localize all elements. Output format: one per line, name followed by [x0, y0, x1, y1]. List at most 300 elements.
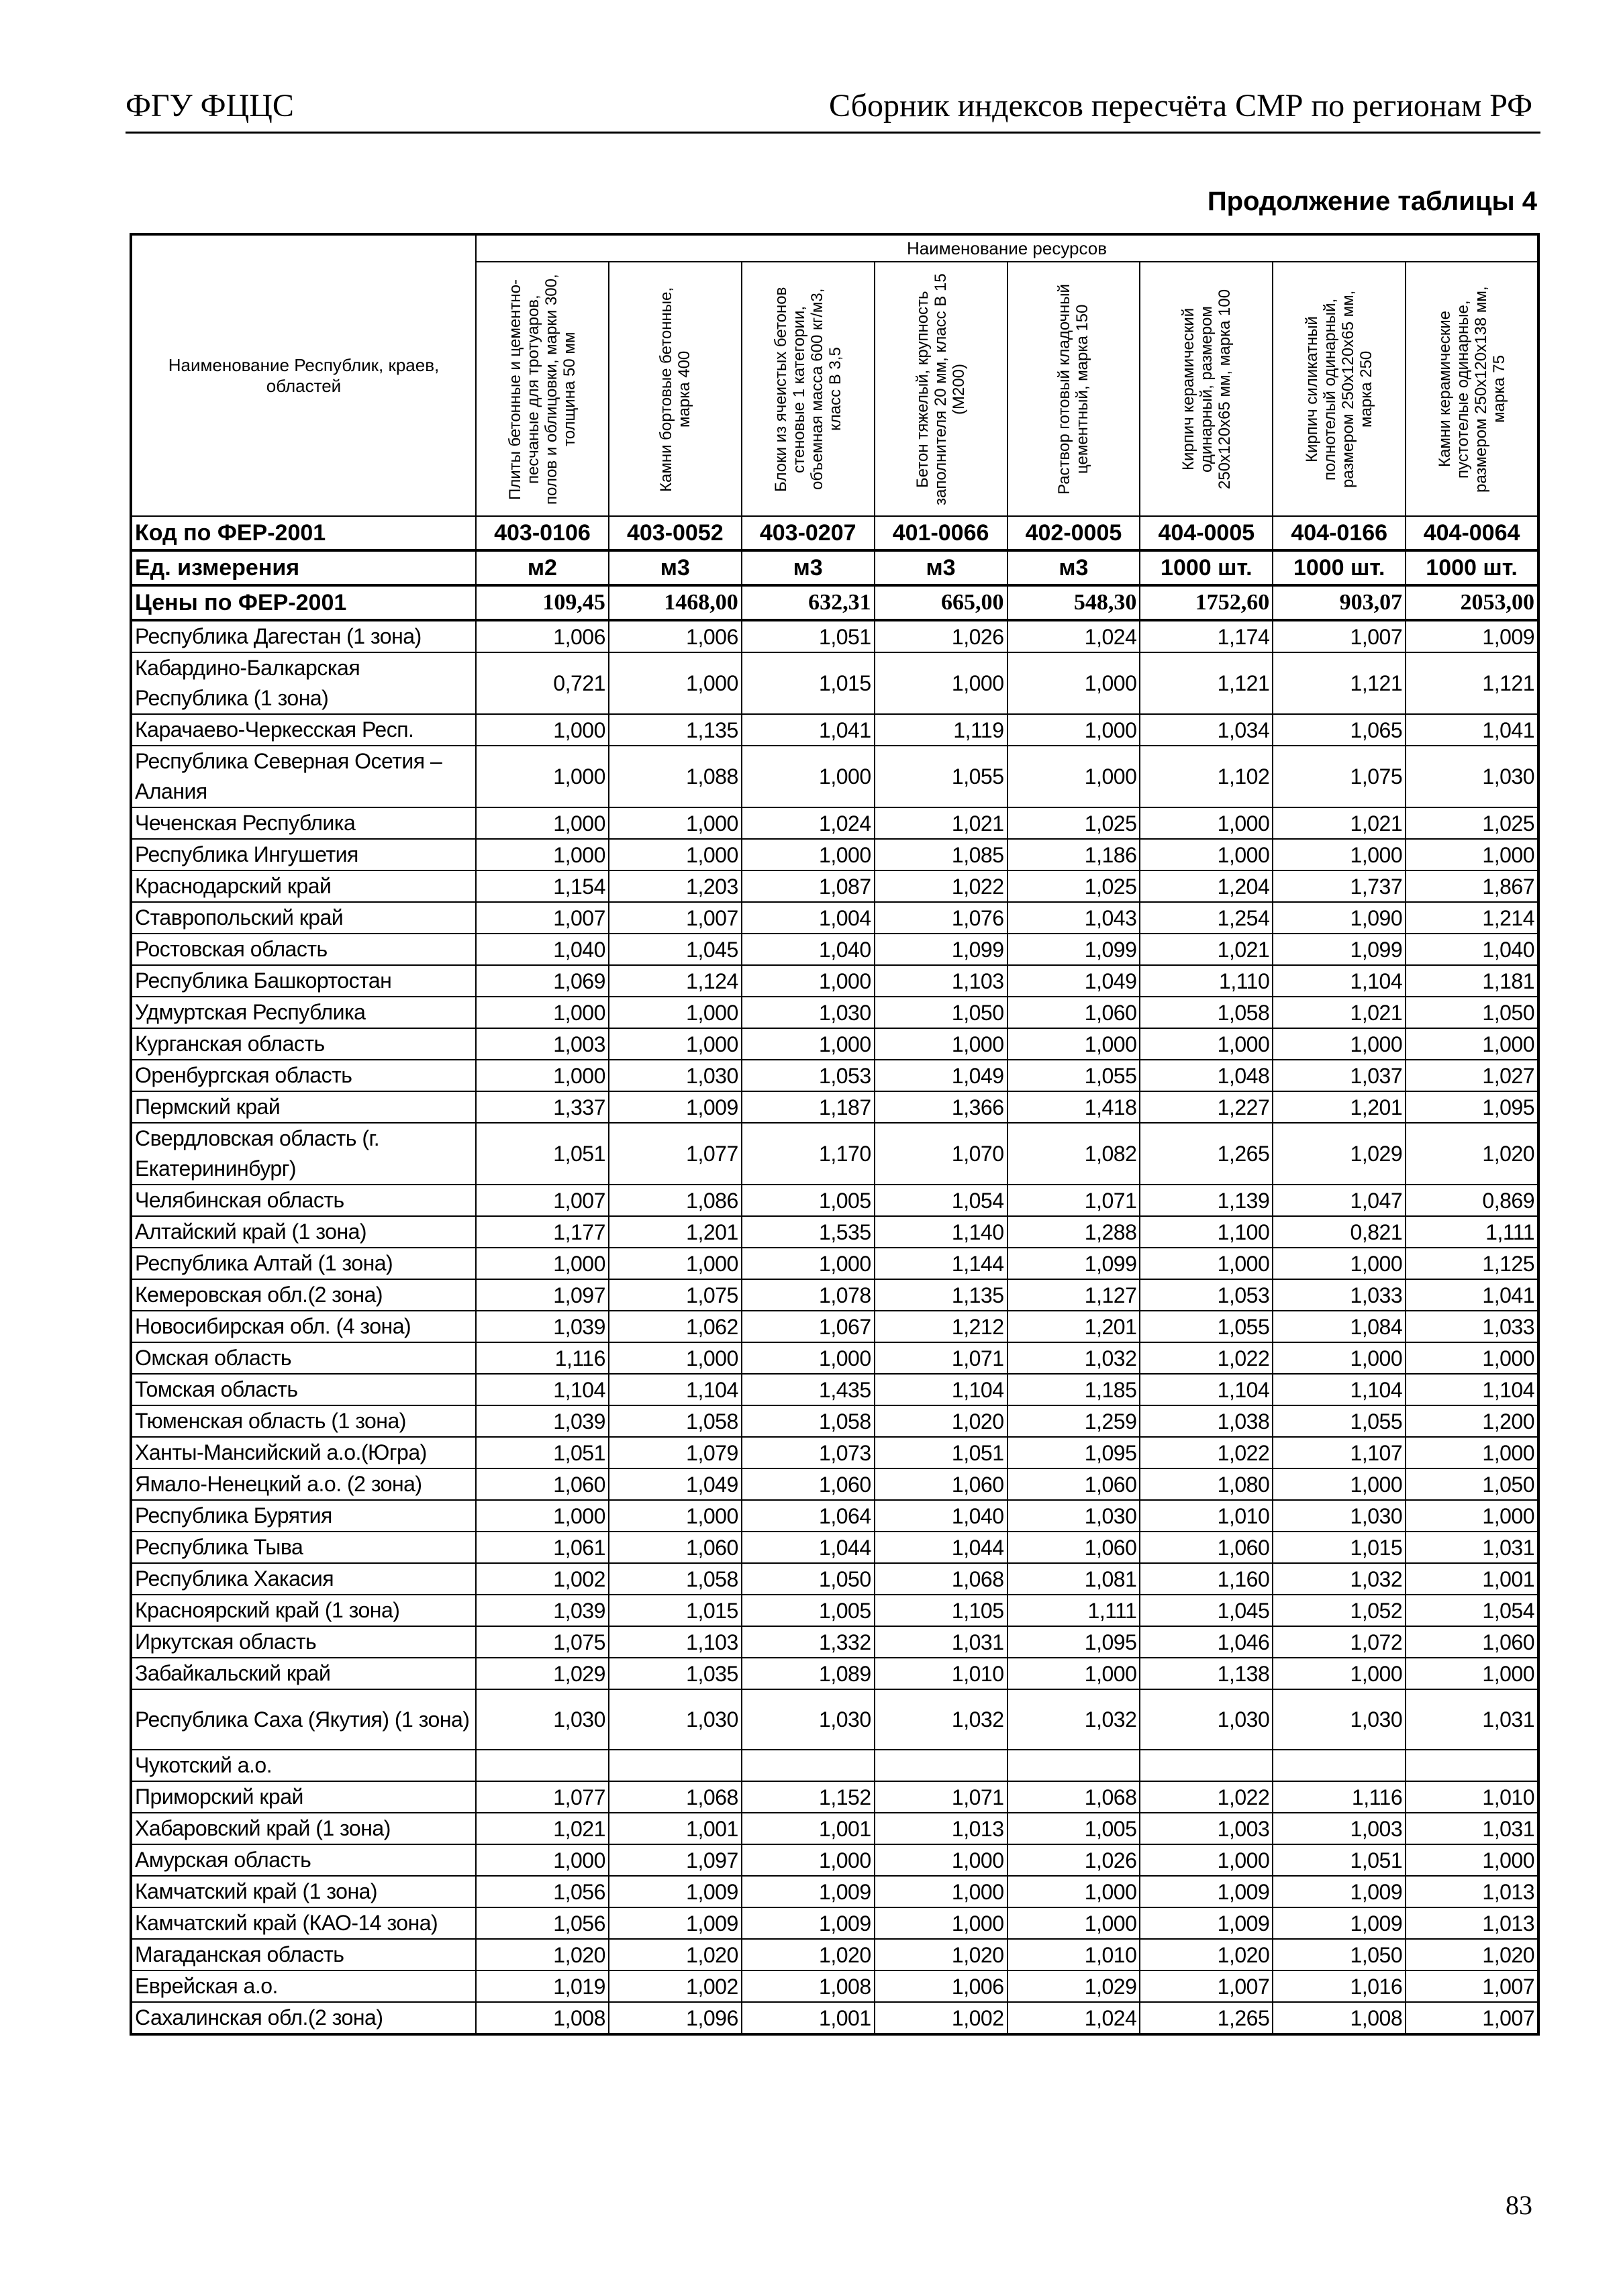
index-value: 1,015 [609, 1595, 742, 1626]
resource-code: 404-0064 [1406, 516, 1538, 550]
index-value: 1,259 [1008, 1405, 1140, 1437]
index-value: 1,078 [742, 1279, 875, 1311]
resource-price: 2053,00 [1406, 585, 1538, 620]
index-value: 1,030 [476, 1689, 609, 1750]
resource-name: Кирпич силикатный полнотелый одинарный, размером 250х120х65 мм, марка 250 [1303, 290, 1376, 488]
index-value: 1,026 [875, 620, 1008, 652]
index-value: 1,088 [609, 746, 742, 807]
index-value: 1,201 [1273, 1091, 1406, 1123]
table-row [131, 965, 1538, 997]
resource-code: 404-0166 [1273, 516, 1406, 550]
table-row [131, 839, 1538, 870]
index-value: 1,040 [476, 934, 609, 965]
index-value: 1,099 [1008, 934, 1140, 965]
resource-code: 402-0005 [1008, 516, 1140, 550]
table-row [131, 902, 1538, 934]
index-value: 1,000 [476, 997, 609, 1028]
index-value: 1,214 [1406, 902, 1538, 934]
index-value: 1,000 [609, 652, 742, 714]
index-value: 1,000 [476, 714, 609, 746]
index-value: 1,170 [742, 1123, 875, 1185]
resource-price: 665,00 [875, 585, 1008, 620]
resource-column-header [1008, 262, 1140, 516]
table-row [131, 1658, 1538, 1689]
index-value: 1,102 [1140, 746, 1273, 807]
table-row [131, 1437, 1538, 1468]
index-value: 1,058 [1140, 997, 1273, 1028]
index-value: 1,021 [1273, 807, 1406, 839]
index-value: 1,055 [875, 746, 1008, 807]
table-row [131, 1781, 1538, 1813]
region-name: Ямало-Ненецкий а.о. (2 зона) [131, 1468, 476, 1500]
index-value: 1,030 [742, 1689, 875, 1750]
index-value: 1,000 [609, 1028, 742, 1060]
index-value: 1,104 [875, 1374, 1008, 1405]
index-value: 1,016 [1273, 1970, 1406, 2002]
resource-unit: м3 [1008, 550, 1140, 585]
index-value: 1,000 [742, 1028, 875, 1060]
index-value: 1,020 [609, 1939, 742, 1970]
index-value: 1,000 [476, 1248, 609, 1279]
resources-header: Наименование ресурсов [476, 234, 1538, 262]
resource-column-header [476, 262, 609, 516]
region-name: Кемеровская обл.(2 зона) [131, 1279, 476, 1311]
index-value: 1,021 [1273, 997, 1406, 1028]
index-value: 1,000 [476, 839, 609, 870]
index-value: 1,031 [1406, 1689, 1538, 1750]
index-value: 1,020 [742, 1939, 875, 1970]
index-value [1008, 1750, 1140, 1781]
index-value: 1,031 [875, 1626, 1008, 1658]
index-value: 1,204 [1140, 870, 1273, 902]
table-row [131, 1626, 1538, 1658]
index-value: 1,030 [1273, 1500, 1406, 1532]
index-value: 1,053 [742, 1060, 875, 1091]
region-name: Свердловская область (г. Екатерининбург) [131, 1123, 476, 1185]
region-name: Магаданская область [131, 1939, 476, 1970]
region-name: Чукотский а.о. [131, 1750, 476, 1781]
index-value: 1,060 [875, 1468, 1008, 1500]
index-value: 1,007 [1140, 1970, 1273, 2002]
index-value: 1,000 [1273, 1468, 1406, 1500]
index-value: 1,100 [1140, 1216, 1273, 1248]
index-value: 1,009 [742, 1907, 875, 1939]
resource-name: Камни бортовые бетонные, марка 400 [656, 286, 693, 492]
index-value: 1,000 [742, 1342, 875, 1374]
index-value: 1,024 [742, 807, 875, 839]
index-value: 1,038 [1140, 1405, 1273, 1437]
region-name: Республика Тыва [131, 1532, 476, 1563]
index-value: 1,139 [1140, 1185, 1273, 1216]
index-value: 1,000 [1406, 1658, 1538, 1689]
index-value: 1,015 [742, 652, 875, 714]
index-value: 1,009 [609, 1907, 742, 1939]
index-value: 1,060 [609, 1532, 742, 1563]
index-value: 1,009 [1140, 1907, 1273, 1939]
index-value: 1,007 [476, 902, 609, 934]
resource-column-header [875, 262, 1008, 516]
index-value: 1,025 [1008, 807, 1140, 839]
index-value: 1,051 [875, 1437, 1008, 1468]
index-value: 1,051 [1273, 1844, 1406, 1876]
index-value: 1,006 [476, 620, 609, 652]
resource-price: 548,30 [1008, 585, 1140, 620]
index-value: 1,010 [1008, 1939, 1140, 1970]
resource-unit: 1000 шт. [1140, 550, 1273, 585]
index-value: 1,030 [1406, 746, 1538, 807]
index-value: 1,104 [1273, 1374, 1406, 1405]
table-row [131, 1970, 1538, 2002]
resource-unit: м2 [476, 550, 609, 585]
region-name: Камчатский край (КАО-14 зона) [131, 1907, 476, 1939]
resource-name: Кирпич керамический одинарный, размером 250х120х65 мм, марка 100 [1179, 289, 1234, 489]
table-row [131, 1500, 1538, 1532]
index-value: 1,104 [1406, 1374, 1538, 1405]
table-row [131, 714, 1538, 746]
region-name: Еврейская а.о. [131, 1970, 476, 2002]
index-value: 1,104 [476, 1374, 609, 1405]
index-value: 1,029 [1008, 1970, 1140, 2002]
index-value: 1,077 [609, 1123, 742, 1185]
index-value: 0,721 [476, 652, 609, 714]
index-value: 1,022 [1140, 1437, 1273, 1468]
index-value: 1,022 [1140, 1342, 1273, 1374]
resource-unit: 1000 шт. [1406, 550, 1538, 585]
table-row [131, 1468, 1538, 1500]
index-value: 1,035 [609, 1658, 742, 1689]
table-row [131, 1279, 1538, 1311]
index-value: 1,000 [1008, 714, 1140, 746]
index-value: 1,070 [875, 1123, 1008, 1185]
index-value: 1,366 [875, 1091, 1008, 1123]
table-row [131, 997, 1538, 1028]
index-value: 1,000 [1140, 839, 1273, 870]
table-row [131, 1907, 1538, 1939]
index-value: 0,869 [1406, 1185, 1538, 1216]
region-name: Красноярский край (1 зона) [131, 1595, 476, 1626]
index-value: 1,046 [1140, 1626, 1273, 1658]
index-value: 1,020 [476, 1939, 609, 1970]
index-value: 1,111 [1008, 1595, 1140, 1626]
index-value: 1,013 [1406, 1907, 1538, 1939]
index-value: 1,076 [875, 902, 1008, 934]
resource-price: 1468,00 [609, 585, 742, 620]
index-value: 1,077 [476, 1781, 609, 1813]
index-value: 1,124 [609, 965, 742, 997]
index-value: 1,000 [1008, 1907, 1140, 1939]
index-value: 1,032 [1273, 1563, 1406, 1595]
resource-column-header [1406, 262, 1538, 516]
table-row [131, 1813, 1538, 1844]
index-value: 1,138 [1140, 1658, 1273, 1689]
index-value: 1,000 [1008, 1658, 1140, 1689]
resource-name: Блоки из ячеистых бетонов стеновые 1 категории, объемная масса 600 кг/м3, класс В 3,5 [771, 286, 844, 492]
table-row [131, 1532, 1538, 1563]
region-name: Республика Башкортостан [131, 965, 476, 997]
region-name: Иркутская область [131, 1626, 476, 1658]
index-value: 1,040 [875, 1500, 1008, 1532]
index-value: 1,039 [476, 1405, 609, 1437]
index-value: 1,000 [609, 1248, 742, 1279]
index-value: 1,000 [1273, 839, 1406, 870]
index-value: 1,000 [609, 807, 742, 839]
index-value: 1,201 [609, 1216, 742, 1248]
index-value: 1,067 [742, 1311, 875, 1342]
index-value: 1,002 [609, 1970, 742, 2002]
index-value: 1,031 [1406, 1813, 1538, 1844]
region-name: Ханты-Мансийский а.о.(Югра) [131, 1437, 476, 1468]
table-row [131, 1939, 1538, 1970]
index-value: 1,081 [1008, 1563, 1140, 1595]
index-value: 1,069 [476, 965, 609, 997]
index-value [1406, 1750, 1538, 1781]
index-value: 1,116 [1273, 1781, 1406, 1813]
index-value: 1,075 [609, 1279, 742, 1311]
index-value: 1,007 [609, 902, 742, 934]
region-name: Удмуртская Республика [131, 997, 476, 1028]
index-value: 1,154 [476, 870, 609, 902]
resource-unit: м3 [742, 550, 875, 585]
index-value: 1,418 [1008, 1091, 1140, 1123]
table-row [131, 1123, 1538, 1185]
page-number: 83 [1506, 2190, 1532, 2220]
index-value: 1,030 [1273, 1689, 1406, 1750]
region-name: Курганская область [131, 1028, 476, 1060]
index-value: 1,050 [1406, 997, 1538, 1028]
index-value: 1,000 [1273, 1342, 1406, 1374]
index-value: 1,051 [476, 1123, 609, 1185]
index-value [742, 1750, 875, 1781]
index-value: 1,103 [609, 1626, 742, 1658]
index-value: 1,065 [1273, 714, 1406, 746]
index-value: 1,265 [1140, 1123, 1273, 1185]
index-value: 1,025 [1406, 807, 1538, 839]
index-value: 1,000 [476, 1844, 609, 1876]
region-name: Приморский край [131, 1781, 476, 1813]
index-value: 1,072 [1273, 1626, 1406, 1658]
index-value: 1,121 [1140, 652, 1273, 714]
index-value: 1,031 [1406, 1532, 1538, 1563]
index-value: 1,049 [609, 1468, 742, 1500]
index-value: 1,095 [1406, 1091, 1538, 1123]
index-value: 1,000 [1008, 652, 1140, 714]
region-name: Камчатский край (1 зона) [131, 1876, 476, 1907]
index-value: 1,055 [1273, 1405, 1406, 1437]
region-name: Пермский край [131, 1091, 476, 1123]
index-value: 1,050 [875, 997, 1008, 1028]
index-value: 1,024 [1008, 2002, 1140, 2034]
index-value: 1,000 [1273, 1658, 1406, 1689]
index-value: 1,000 [1140, 1844, 1273, 1876]
table-row [131, 1311, 1538, 1342]
index-value: 1,058 [742, 1405, 875, 1437]
index-value: 1,003 [1140, 1813, 1273, 1844]
region-name: Республика Дагестан (1 зона) [131, 620, 476, 652]
index-value [1273, 1750, 1406, 1781]
index-value [875, 1750, 1008, 1781]
index-value: 1,080 [1140, 1468, 1273, 1500]
region-name: Республика Ингушетия [131, 839, 476, 870]
index-value: 1,097 [476, 1279, 609, 1311]
index-value: 1,034 [1140, 714, 1273, 746]
index-value: 1,068 [609, 1781, 742, 1813]
index-value: 1,044 [742, 1532, 875, 1563]
index-value: 1,201 [1008, 1311, 1140, 1342]
index-value: 1,060 [742, 1468, 875, 1500]
index-value: 1,288 [1008, 1216, 1140, 1248]
index-value: 1,003 [476, 1028, 609, 1060]
index-value: 1,008 [1273, 2002, 1406, 2034]
index-value: 1,032 [1008, 1342, 1140, 1374]
index-value: 1,186 [1008, 839, 1140, 870]
index-table [130, 233, 1540, 2036]
index-value: 1,071 [875, 1342, 1008, 1374]
index-value: 1,010 [1140, 1500, 1273, 1532]
index-value: 1,064 [742, 1500, 875, 1532]
index-value: 1,054 [875, 1185, 1008, 1216]
index-value: 1,048 [1140, 1060, 1273, 1091]
index-value: 1,020 [1406, 1939, 1538, 1970]
index-value: 1,008 [742, 1970, 875, 2002]
regions-column-header: Наименование Республик, краев, областей [131, 234, 476, 516]
index-value: 1,144 [875, 1248, 1008, 1279]
index-value: 1,000 [875, 652, 1008, 714]
resource-price: 632,31 [742, 585, 875, 620]
index-value: 1,007 [1406, 1970, 1538, 2002]
index-value: 1,068 [1008, 1781, 1140, 1813]
region-name: Амурская область [131, 1844, 476, 1876]
index-value: 1,099 [1008, 1248, 1140, 1279]
table-continuation-caption: Продолжение таблицы 4 [1207, 187, 1537, 216]
table-row [131, 1028, 1538, 1060]
index-value: 1,084 [1273, 1311, 1406, 1342]
resource-unit: м3 [609, 550, 742, 585]
resource-name: Бетон тяжелый, крупность заполнителя 20 мм, класс В 15 (М200) [914, 272, 969, 505]
index-value: 1,013 [1406, 1876, 1538, 1907]
table-row [131, 807, 1538, 839]
index-value: 1,026 [1008, 1844, 1140, 1876]
index-value: 1,082 [1008, 1123, 1140, 1185]
index-value: 1,013 [875, 1813, 1008, 1844]
index-value: 1,029 [476, 1658, 609, 1689]
index-value: 1,040 [1406, 934, 1538, 965]
index-value: 1,000 [609, 1500, 742, 1532]
table-row [131, 1185, 1538, 1216]
index-value: 1,040 [742, 934, 875, 965]
index-value: 1,050 [1406, 1468, 1538, 1500]
index-value: 1,000 [1140, 1248, 1273, 1279]
index-value: 1,071 [1008, 1185, 1140, 1216]
index-value [609, 1750, 742, 1781]
index-value: 1,056 [476, 1907, 609, 1939]
region-name: Сахалинская обл.(2 зона) [131, 2002, 476, 2034]
index-value: 1,000 [875, 1028, 1008, 1060]
index-value: 1,135 [875, 1279, 1008, 1311]
index-value: 1,337 [476, 1091, 609, 1123]
index-value: 1,058 [609, 1405, 742, 1437]
index-value: 1,009 [609, 1091, 742, 1123]
index-value: 1,085 [875, 839, 1008, 870]
resource-name: Плиты бетонные и цементно-песчаные для тротуаров, полов и облицовки, марки 300, толщина 50 мм [505, 273, 579, 505]
index-value: 1,007 [1406, 2002, 1538, 2034]
region-name: Чеченская Республика [131, 807, 476, 839]
index-value: 1,099 [1273, 934, 1406, 965]
index-value: 1,174 [1140, 620, 1273, 652]
region-name: Алтайский край (1 зона) [131, 1216, 476, 1248]
index-value: 1,104 [1273, 965, 1406, 997]
table-row [131, 1060, 1538, 1091]
index-value: 1,000 [1406, 1342, 1538, 1374]
index-value: 1,022 [875, 870, 1008, 902]
index-value: 1,104 [1140, 1374, 1273, 1405]
resource-column-header [1273, 262, 1406, 516]
index-value: 1,029 [1273, 1123, 1406, 1185]
index-value: 1,007 [1273, 620, 1406, 652]
table-row [131, 746, 1538, 807]
index-value: 1,047 [1273, 1185, 1406, 1216]
region-name: Республика Алтай (1 зона) [131, 1248, 476, 1279]
index-value: 1,055 [1140, 1311, 1273, 1342]
index-value: 1,000 [1406, 1500, 1538, 1532]
table-row [131, 1374, 1538, 1405]
index-value: 1,535 [742, 1216, 875, 1248]
table-row [131, 1091, 1538, 1123]
index-value: 1,020 [875, 1405, 1008, 1437]
index-value: 1,037 [1273, 1060, 1406, 1091]
index-value: 1,027 [1406, 1060, 1538, 1091]
resource-code: 403-0052 [609, 516, 742, 550]
index-value: 1,008 [476, 2002, 609, 2034]
index-value: 1,005 [742, 1595, 875, 1626]
index-value: 1,121 [1406, 652, 1538, 714]
index-value: 1,039 [476, 1595, 609, 1626]
region-name: Краснодарский край [131, 870, 476, 902]
table-row [131, 934, 1538, 965]
index-value: 1,200 [1406, 1405, 1538, 1437]
region-name: Карачаево-Черкесская Респ. [131, 714, 476, 746]
index-value: 1,060 [1406, 1626, 1538, 1658]
index-value: 1,116 [476, 1342, 609, 1374]
index-value: 1,203 [609, 870, 742, 902]
index-value: 1,062 [609, 1311, 742, 1342]
index-value: 1,056 [476, 1876, 609, 1907]
table-row [131, 1876, 1538, 1907]
index-value: 1,030 [1140, 1689, 1273, 1750]
region-name: Республика Хакасия [131, 1563, 476, 1595]
index-value: 1,032 [875, 1689, 1008, 1750]
index-value: 1,001 [1406, 1563, 1538, 1595]
resource-name: Раствор готовый кладочный цементный, марка 150 [1055, 283, 1092, 495]
index-value: 1,009 [1406, 620, 1538, 652]
index-value: 1,021 [875, 807, 1008, 839]
index-value: 1,004 [742, 902, 875, 934]
region-name: Республика Северная Осетия – Алания [131, 746, 476, 807]
index-value: 1,073 [742, 1437, 875, 1468]
index-value: 1,061 [476, 1532, 609, 1563]
index-value: 1,181 [1406, 965, 1538, 997]
index-value: 1,007 [476, 1185, 609, 1216]
index-value: 1,022 [1140, 1781, 1273, 1813]
index-value: 1,185 [1008, 1374, 1140, 1405]
region-name: Новосибирская обл. (4 зона) [131, 1311, 476, 1342]
table-row [131, 1689, 1538, 1750]
index-value: 1,000 [742, 1844, 875, 1876]
index-value: 1,025 [1008, 870, 1140, 902]
index-value: 1,104 [609, 1374, 742, 1405]
index-value: 1,000 [476, 807, 609, 839]
index-value: 1,265 [1140, 2002, 1273, 2034]
index-value: 1,000 [742, 1248, 875, 1279]
